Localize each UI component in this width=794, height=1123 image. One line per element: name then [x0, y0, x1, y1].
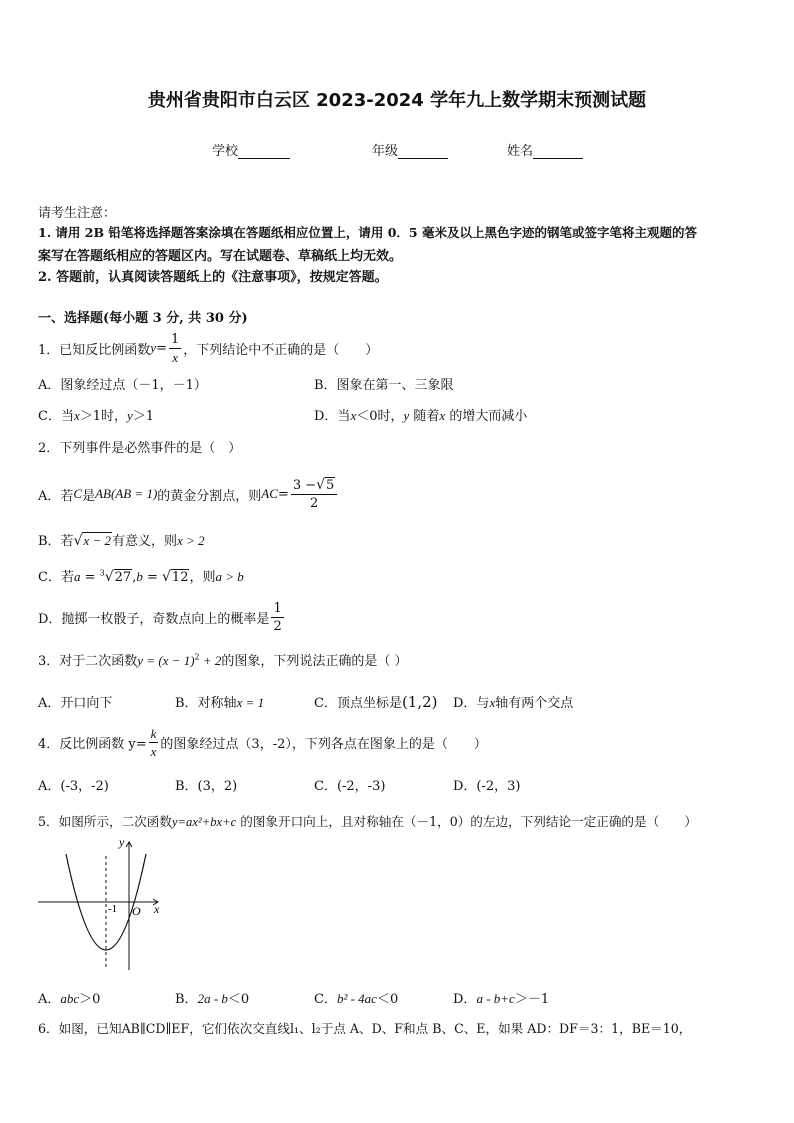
- question-1-option-b[interactable]: B．图象在第一、三象限: [314, 378, 454, 393]
- question-1-option-d[interactable]: D．当x＜0时，y 随着x 的增大而减小: [314, 408, 528, 424]
- notice-heading: 请考生注意：: [38, 206, 117, 221]
- notice-item-1-line-1: 1. 请用 2B 铅笔将选择题答案涂填在答题纸相应位置上，请用 0．5 毫米及以上黑色字迹的钢笔或签字笔将主观题的答: [38, 225, 697, 240]
- name-field[interactable]: [507, 140, 583, 159]
- school-field[interactable]: [212, 140, 290, 159]
- page-title: 贵州省贵阳市白云区 2023-2024 学年九上数学期末预测试题: [147, 90, 647, 111]
- notice-item-1-line-2: 案写在答题纸相应的答题区内。写在试题卷、草稿纸上均无效。: [38, 249, 403, 264]
- question-3-option-b[interactable]: B．对称轴x = 1: [175, 695, 265, 711]
- question-5-stem: 5．如图所示，二次函数y=ax²+bx+c 的图象开口向上，且对称轴在（－1，0）的左边，下列结论一定正确的是（ ）: [38, 814, 697, 829]
- fraction: $\frac{3 -√5}{2}$: [291, 478, 338, 510]
- question-5-option-a[interactable]: A．abc＞0: [38, 991, 101, 1007]
- question-4-stem: 4．反比例函数 y= $\frac{k}{x}$ 的图象经过点（3，-2），下列各点在图象上的是（ ）: [38, 725, 487, 759]
- x-axis-label: x: [154, 902, 160, 916]
- question-6-stem: 6．如图，已知AB∥CD∥EF，它们依次交直线l₁、l₂于点 A、D、F和点 B、C、E，如果 AD：DF＝3：1，BE＝10，: [38, 1021, 692, 1036]
- origin-label: O: [132, 904, 141, 918]
- grade-blank[interactable]: [398, 144, 448, 159]
- school-label: 学校: [212, 144, 239, 159]
- grade-field[interactable]: [372, 140, 448, 159]
- question-3-option-c[interactable]: C．顶点坐标是(1,2): [314, 693, 438, 711]
- name-label: 姓名: [507, 144, 534, 159]
- question-1-option-a[interactable]: A．图象经过点（－1，－1）: [38, 378, 207, 393]
- section-1-heading: 一、选择题(每小题 3 分, 共 30 分): [38, 311, 248, 326]
- name-blank[interactable]: [533, 144, 583, 159]
- grade-label: 年级: [372, 144, 399, 159]
- fraction: $\frac{1}{x}$: [170, 331, 180, 365]
- question-4-option-a[interactable]: A．(-3，-2): [38, 779, 109, 794]
- notice-item-2: 2. 答题前，认真阅读答题纸上的《注意事项》，按规定答题。: [38, 270, 388, 285]
- question-5-option-d[interactable]: D．a - b+c＞－1: [453, 991, 550, 1007]
- question-2-stem: 2．下列事件是必然事件的是（ ）: [38, 441, 242, 456]
- question-5-option-c[interactable]: C．b² - 4ac＜0: [314, 991, 399, 1007]
- question-2-option-b[interactable]: B．若√x − 2有意义，则x > 2: [38, 533, 205, 549]
- question-1-stem: 1．已知反比例函数 y = $\frac{1}{x}$ ，下列结论中不正确的是（ ）: [38, 331, 379, 365]
- question-2-option-d[interactable]: D．抛掷一枚骰子，奇数点向上的概率是 $\frac{1}{2}$: [38, 600, 282, 634]
- minus-one-label: -1: [108, 903, 118, 915]
- question-4-option-c[interactable]: C．(-2，-3): [314, 779, 386, 794]
- y-axis-label: y: [119, 836, 125, 849]
- question-4-option-d[interactable]: D．(-2，3): [453, 779, 521, 794]
- question-5-option-b[interactable]: B．2a - b＜0: [175, 991, 250, 1007]
- question-4-option-b[interactable]: B．(3，2): [175, 779, 238, 794]
- question-3-option-a[interactable]: A．开口向下: [38, 696, 113, 711]
- question-3-option-d[interactable]: D．与x轴有两个交点: [453, 695, 574, 711]
- question-3-stem: 3．对于二次函数$y = (x - 1)^2 + 2$的图象，下列说法正确的是（ ）: [38, 652, 408, 669]
- question-2-option-a[interactable]: A．若 C 是 AB (AB = 1) 的黄金分割点，则 AC = $\frac{3 -√5}{2}$: [38, 474, 339, 514]
- parabola-graph: [36, 836, 166, 972]
- fraction: $\frac{1}{2}$: [273, 600, 282, 634]
- question-2-option-c[interactable]: C．若a = $^3$√27,b = √12，则a > b: [38, 568, 244, 585]
- school-blank[interactable]: [238, 144, 290, 159]
- fraction: $\frac{k}{x}$: [150, 725, 157, 759]
- question-1-option-c[interactable]: C．当x＞1时，y＞1: [38, 408, 155, 424]
